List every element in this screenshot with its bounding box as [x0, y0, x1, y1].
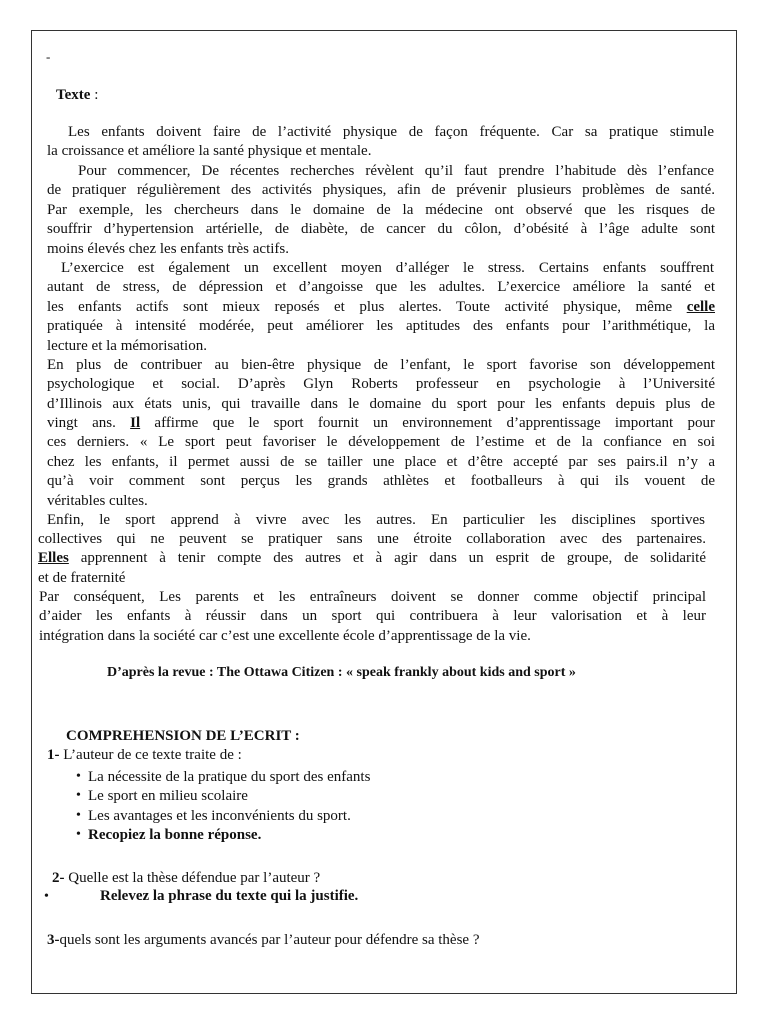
q1-option-2: Le sport en milieu scolaire — [88, 788, 248, 804]
q2-instruction: Relevez la phrase du texte qui la justifie. — [100, 888, 359, 904]
bullet-icon: • — [44, 889, 49, 904]
p3-line1: L’exercice est également un excellent moyen d’alléger le stress. Certains enfants souffrent — [61, 260, 714, 276]
p1-line2: la croissance et améliore la santé physique et mentale. — [47, 143, 372, 159]
p5-line3 — [38, 549, 706, 568]
p3-line3-text: les enfants actifs sont mieux reposés et plus alertes. Toute activité physique, même — [47, 299, 687, 315]
p3-line4: pratiquée à intensité modérée, peut améliorer les aptitudes des enfants pour l’arithmétique, la — [47, 318, 715, 334]
p4-line7: qu’à voir comment sont perçus les grands athlètes et footballeurs à qui ils vouent de — [47, 473, 715, 489]
p4-line6: chez les enfants, il permet aussi de se tailler une place et d’être accepté par ses pairs.il n’y a — [47, 454, 715, 470]
p2-line1: Pour commencer, De récentes recherches révèlent qu’il faut prendre l’habitude dès l’enfance — [78, 163, 714, 179]
p5-elles-emphasis: Elles — [38, 550, 69, 566]
q1-option-1: La nécessite de la pratique du sport des enfants — [88, 769, 371, 785]
p5-line4: et de fraternité — [38, 570, 126, 586]
p2-line5: moins élevés chez les enfants très actifs. — [47, 241, 289, 257]
p3-line5: lecture et la mémorisation. — [47, 338, 207, 354]
q3-number: 3- — [47, 932, 60, 948]
p3-line2: autant de stress, de dépression et d’angoisse que les adultes. L’exercice améliore la santé et — [47, 279, 715, 295]
q2-number: 2- — [52, 870, 65, 886]
p4-line2: psychologique et social. D’après Glyn Roberts professeur en psychologie à l’Université — [47, 376, 715, 392]
p2-line2: de pratiquer régulièrement des activités physiques, afin de prévenir plusieurs problèmes de santé. — [47, 182, 715, 198]
p4-line3: d’Illinois aux états unis, qui travaille dans le domaine du sport pour les enfants depuis plus de — [47, 396, 715, 412]
bullet-icon: • — [76, 827, 81, 842]
question-1 — [47, 746, 715, 765]
source-citation: D’après la revue : The Ottawa Citizen : « speak frankly about kids and sport » — [107, 665, 576, 680]
p4-line5: ces derniers. « Le sport peut favoriser le développement de l’estime et de la confiance en soi — [47, 434, 715, 450]
p2-line3: Par exemple, les chercheurs dans le domaine de la médecine ont observé que les risques de — [47, 202, 715, 218]
p4-line1: En plus de contribuer au bien-être physique de l’enfant, le sport favorise son développement — [47, 357, 715, 373]
p1-line1: Les enfants doivent faire de l’activité physique de façon fréquente. Car sa pratique stimule — [68, 124, 714, 140]
q2-text: Quelle est la thèse défendue par l’auteur ? — [64, 870, 321, 886]
q1-instruction: Recopiez la bonne réponse. — [88, 827, 262, 843]
p6-line3: intégration dans la société car c’est une excellente école d’apprentissage de la vie. — [39, 628, 531, 644]
q1-option-3: Les avantages et les inconvénients du sport. — [88, 808, 351, 824]
p3-line3 — [47, 298, 715, 317]
p4-line4 — [47, 414, 715, 433]
p3-celle-emphasis: celle — [686, 299, 715, 315]
comprehension-title: COMPREHENSION DE L’ECRIT : — [66, 728, 300, 744]
bullet-icon: • — [76, 788, 81, 803]
q1-number: 1- — [47, 747, 60, 763]
dash-mark: - — [46, 49, 51, 64]
p5-line1: Enfin, le sport apprend à vivre avec les autres. En particulier les disciplines sportives — [47, 512, 705, 528]
bullet-icon: • — [76, 769, 81, 784]
p4-line4-start: vingt ans. — [47, 415, 131, 431]
texte-colon: : — [90, 87, 99, 103]
p4-line8: véritables cultes. — [47, 493, 148, 509]
q3-text: quels sont les arguments avancés par l’auteur pour défendre sa thèse ? — [59, 932, 480, 948]
p6-line2: d’aider les enfants à réussir dans un sport qui contribuera à leur valorisation et à leur — [39, 608, 706, 624]
bullet-icon: • — [76, 808, 81, 823]
question-3 — [47, 931, 715, 950]
question-2 — [52, 869, 720, 888]
q1-text: L’auteur de ce texte traite de : — [59, 747, 242, 763]
texte-heading — [56, 86, 724, 105]
p5-line3-rest: apprennent à tenir compte des autres et à agir dans un esprit de groupe, de solidarité — [68, 550, 706, 566]
p6-line1: Par conséquent, Les parents et les entraîneurs doivent se donner comme objectif principal — [39, 589, 706, 605]
p4-line4-rest: affirme que le sport fournit un environnement d’apprentissage important pour — [140, 415, 715, 431]
p2-line4: souffrir d’hypertension artérielle, de diabète, de cancer du côlon, d’obésité à l’âge adulte sont — [47, 221, 715, 237]
p5-line2: collectives qui ne peuvent se pratiquer sans une étroite collaboration avec des partenaires. — [38, 531, 706, 547]
p4-il-emphasis: Il — [130, 415, 141, 431]
texte-label: Texte — [56, 87, 91, 103]
